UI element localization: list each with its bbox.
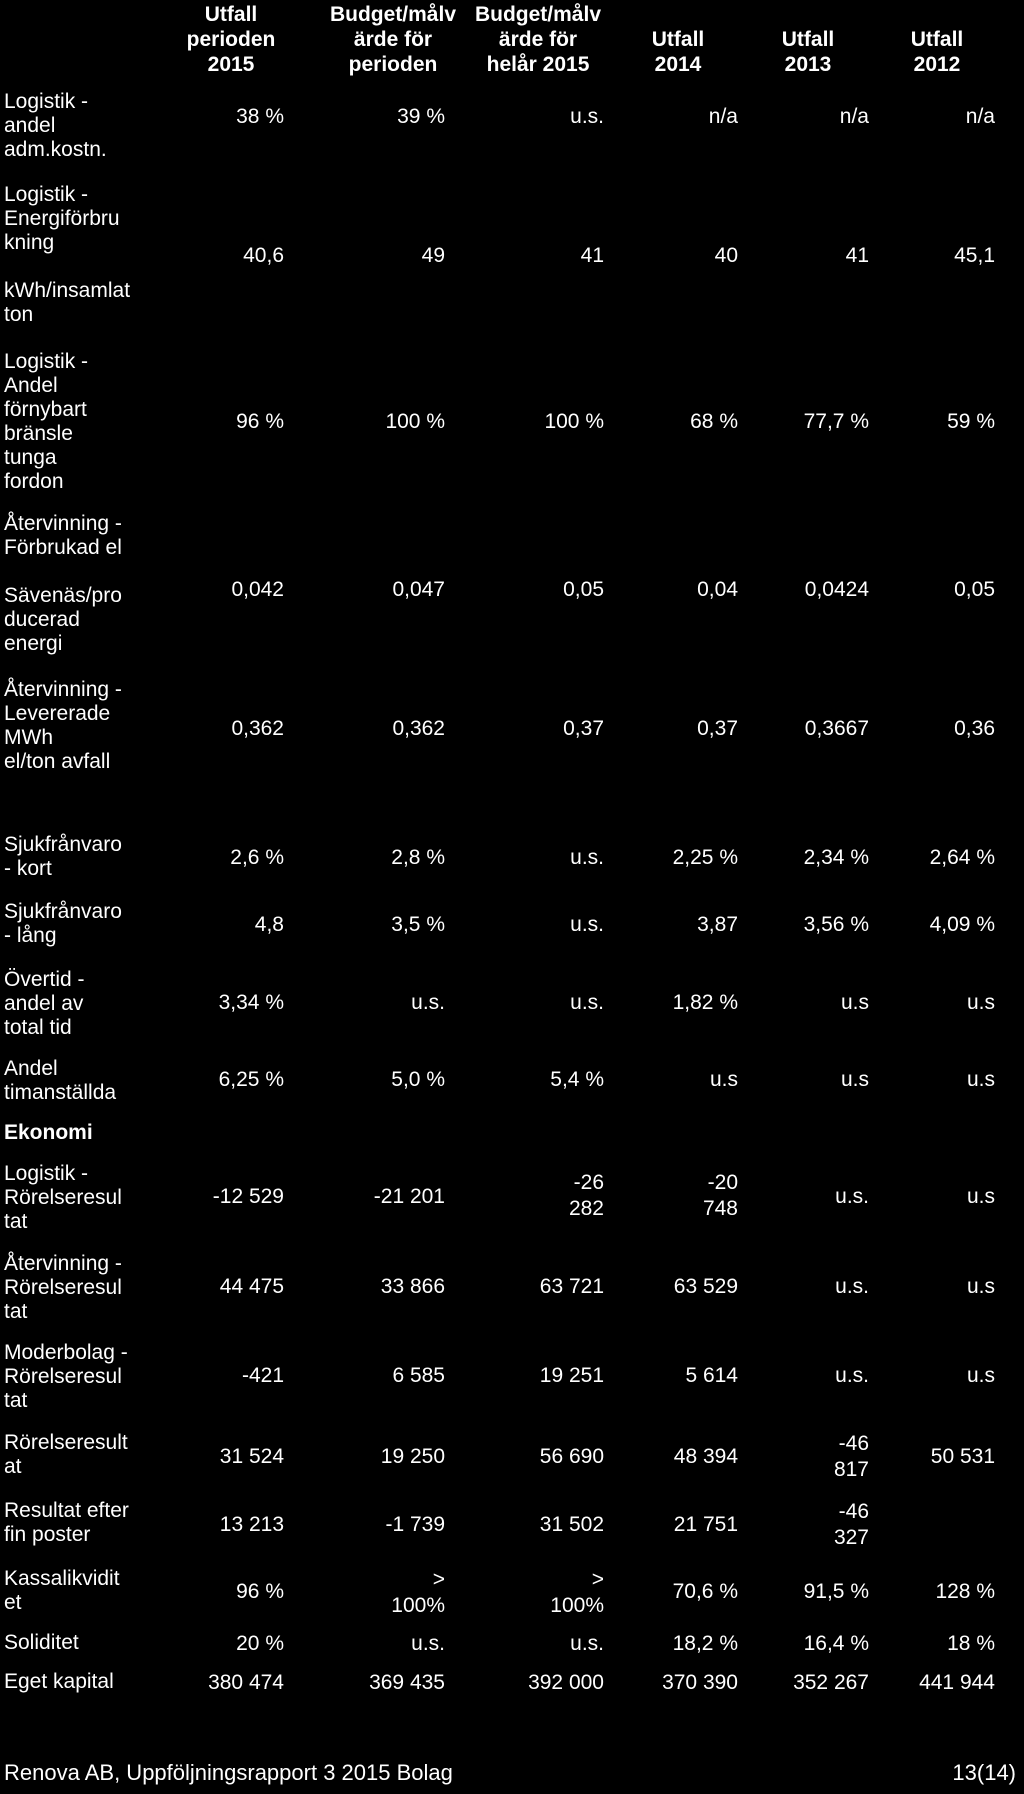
table-cell: 18 % (947, 1632, 995, 1655)
table-cell: 0,37 (697, 717, 738, 740)
row-label: Återvinning - Rörelseresul tat (4, 1252, 122, 1323)
table-cell: -1 739 (385, 1513, 445, 1536)
table-cell: 6,25 % (218, 1068, 284, 1091)
table-cell: -26 282 (568, 1171, 604, 1220)
table-cell: u.s (709, 1068, 738, 1091)
table-cell: u.s. (570, 846, 604, 869)
table-cell: 63 721 (539, 1275, 604, 1298)
table-cell: 3,56 % (803, 913, 869, 936)
table-cell: > 100% (550, 1568, 604, 1617)
table-cell: u.s (966, 1364, 995, 1387)
table-cell: 3,34 % (218, 991, 284, 1014)
row-label: Kassalikvidit et (4, 1567, 120, 1614)
table-cell: 33 866 (380, 1275, 445, 1298)
table-cell: 100 % (385, 410, 445, 433)
table-cell: 48 394 (673, 1445, 738, 1468)
table-cell: 369 435 (369, 1671, 445, 1694)
table-cell: 0,362 (392, 717, 445, 740)
table-cell: 40 (714, 244, 738, 267)
table-cell: 0,0424 (804, 578, 869, 601)
table-cell: 441 944 (919, 1671, 995, 1694)
table-cell: u.s. (411, 1632, 445, 1655)
table-cell: 0,362 (231, 717, 284, 740)
table-cell: -421 (241, 1364, 284, 1387)
table-cell: u.s. (835, 1364, 869, 1387)
row-label: Soliditet (4, 1631, 79, 1654)
table-cell: 20 % (236, 1632, 284, 1655)
table-cell: 41 (580, 244, 604, 267)
column-header-utfall-2013: Utfall 2013 (781, 28, 835, 76)
table-cell: 0,36 (954, 717, 995, 740)
table-cell: n/a (708, 105, 738, 128)
column-header-utfall-perioden-2015: Utfall perioden 2015 (186, 3, 276, 76)
table-cell: 45,1 (954, 244, 995, 267)
row-label: Logistik - Andel förnybart bränsle tunga fordon (4, 350, 89, 493)
row-label: Logistik - andel adm.kostn. (4, 90, 107, 161)
table-cell: u.s (966, 991, 995, 1014)
table-cell: 352 267 (793, 1671, 869, 1694)
table-cell: 0,05 (954, 578, 995, 601)
table-cell: 16,4 % (803, 1632, 869, 1655)
table-cell: 2,8 % (391, 846, 445, 869)
table-cell: 13 213 (219, 1513, 284, 1536)
table-cell: 50 531 (930, 1445, 995, 1468)
table-cell: 3,87 (697, 913, 738, 936)
table-cell: -20 748 (702, 1171, 738, 1220)
row-label: Moderbolag - Rörelseresul tat (4, 1341, 128, 1412)
row-label: Logistik - Energiförbru kning kWh/insamlat ton (4, 183, 131, 326)
table-cell: -12 529 (212, 1185, 284, 1208)
table-cell: 19 251 (539, 1364, 604, 1387)
row-label: Andel timanställda (4, 1057, 117, 1104)
table-cell: u.s. (835, 1275, 869, 1298)
table-cell: 4,8 (254, 913, 284, 936)
table-cell: 68 % (690, 410, 738, 433)
table-cell: u.s. (411, 991, 445, 1014)
row-label: Rörelseresult at (4, 1431, 128, 1478)
table-cell: 2,64 % (929, 846, 995, 869)
table-cell: 31 502 (539, 1513, 604, 1536)
table-cell: 0,042 (231, 578, 284, 601)
table-cell: 19 250 (380, 1445, 445, 1468)
table-cell: 56 690 (539, 1445, 604, 1468)
table-cell: 77,7 % (803, 410, 869, 433)
table-cell: -46 817 (833, 1432, 869, 1481)
table-cell: 44 475 (219, 1275, 284, 1298)
section-heading: Ekonomi (4, 1121, 93, 1144)
table-cell: 100 % (544, 410, 604, 433)
table-cell: u.s (840, 1068, 869, 1091)
row-label: Sjukfrånvaro - lång (4, 900, 122, 947)
row-label: Logistik - Rörelseresul tat (4, 1162, 122, 1233)
table-cell: 39 % (397, 105, 445, 128)
row-label: Eget kapital (4, 1670, 114, 1693)
row-label: Återvinning - Förbrukad el Sävenäs/pro ducerad energi (4, 512, 122, 655)
table-cell: 96 % (236, 1580, 284, 1603)
table-cell: 38 % (236, 105, 284, 128)
table-cell: u.s. (570, 105, 604, 128)
table-cell: 91,5 % (803, 1580, 869, 1603)
table-cell: 63 529 (673, 1275, 738, 1298)
row-label: Övertid - andel av total tid (4, 968, 85, 1039)
table-cell: 49 (421, 244, 445, 267)
table-cell: 0,3667 (804, 717, 869, 740)
table-cell: 392 000 (528, 1671, 604, 1694)
table-cell: u.s. (570, 991, 604, 1014)
table-cell: 5,4 % (550, 1068, 604, 1091)
row-label: Återvinning - Levererade MWh el/ton avfall (4, 678, 122, 773)
table-cell: 0,05 (563, 578, 604, 601)
table-cell: -21 201 (373, 1185, 445, 1208)
table-cell: u.s (840, 991, 869, 1014)
table-cell: u.s (966, 1068, 995, 1091)
table-cell: 380 474 (208, 1671, 284, 1694)
table-cell: 96 % (236, 410, 284, 433)
table-cell: u.s. (570, 1632, 604, 1655)
table-cell: 31 524 (219, 1445, 284, 1468)
table-cell: 2,6 % (230, 846, 284, 869)
table-cell: 2,34 % (803, 846, 869, 869)
table-cell: -46 327 (833, 1500, 869, 1549)
table-cell: 4,09 % (929, 913, 995, 936)
table-cell: 40,6 (243, 244, 284, 267)
row-label: Sjukfrånvaro - kort (4, 833, 122, 880)
column-header-budget-perioden: Budget/målv ärde för perioden (329, 3, 457, 76)
table-cell: 18,2 % (672, 1632, 738, 1655)
table-cell: 0,37 (563, 717, 604, 740)
table-cell: u.s (966, 1185, 995, 1208)
table-cell: 5 614 (685, 1364, 738, 1387)
row-label: Resultat efter fin poster (4, 1499, 129, 1546)
table-cell: 5,0 % (391, 1068, 445, 1091)
table-cell: > 100% (391, 1568, 445, 1617)
column-header-utfall-2012: Utfall 2012 (910, 28, 964, 76)
footer-page-number: 13(14) (952, 1760, 1016, 1785)
table-cell: 0,04 (697, 578, 738, 601)
table-cell: 21 751 (673, 1513, 738, 1536)
table-cell: u.s. (570, 913, 604, 936)
table-cell: 6 585 (392, 1364, 445, 1387)
table-cell: n/a (839, 105, 869, 128)
column-header-utfall-2014: Utfall 2014 (651, 28, 705, 76)
table-cell: 0,047 (392, 578, 445, 601)
column-header-budget-helar-2015: Budget/målv ärde för helår 2015 (474, 3, 602, 76)
table-cell: 41 (845, 244, 869, 267)
table-cell: 70,6 % (672, 1580, 738, 1603)
table-cell: n/a (965, 105, 995, 128)
table-cell: 3,5 % (391, 913, 445, 936)
table-cell: 370 390 (662, 1671, 738, 1694)
footer-document-title: Renova AB, Uppföljningsrapport 3 2015 Bolag (4, 1760, 453, 1785)
table-cell: u.s. (835, 1185, 869, 1208)
table-cell: 59 % (947, 410, 995, 433)
table-cell: u.s (966, 1275, 995, 1298)
table-cell: 128 % (935, 1580, 995, 1603)
table-cell: 1,82 % (672, 991, 738, 1014)
table-cell: 2,25 % (672, 846, 738, 869)
